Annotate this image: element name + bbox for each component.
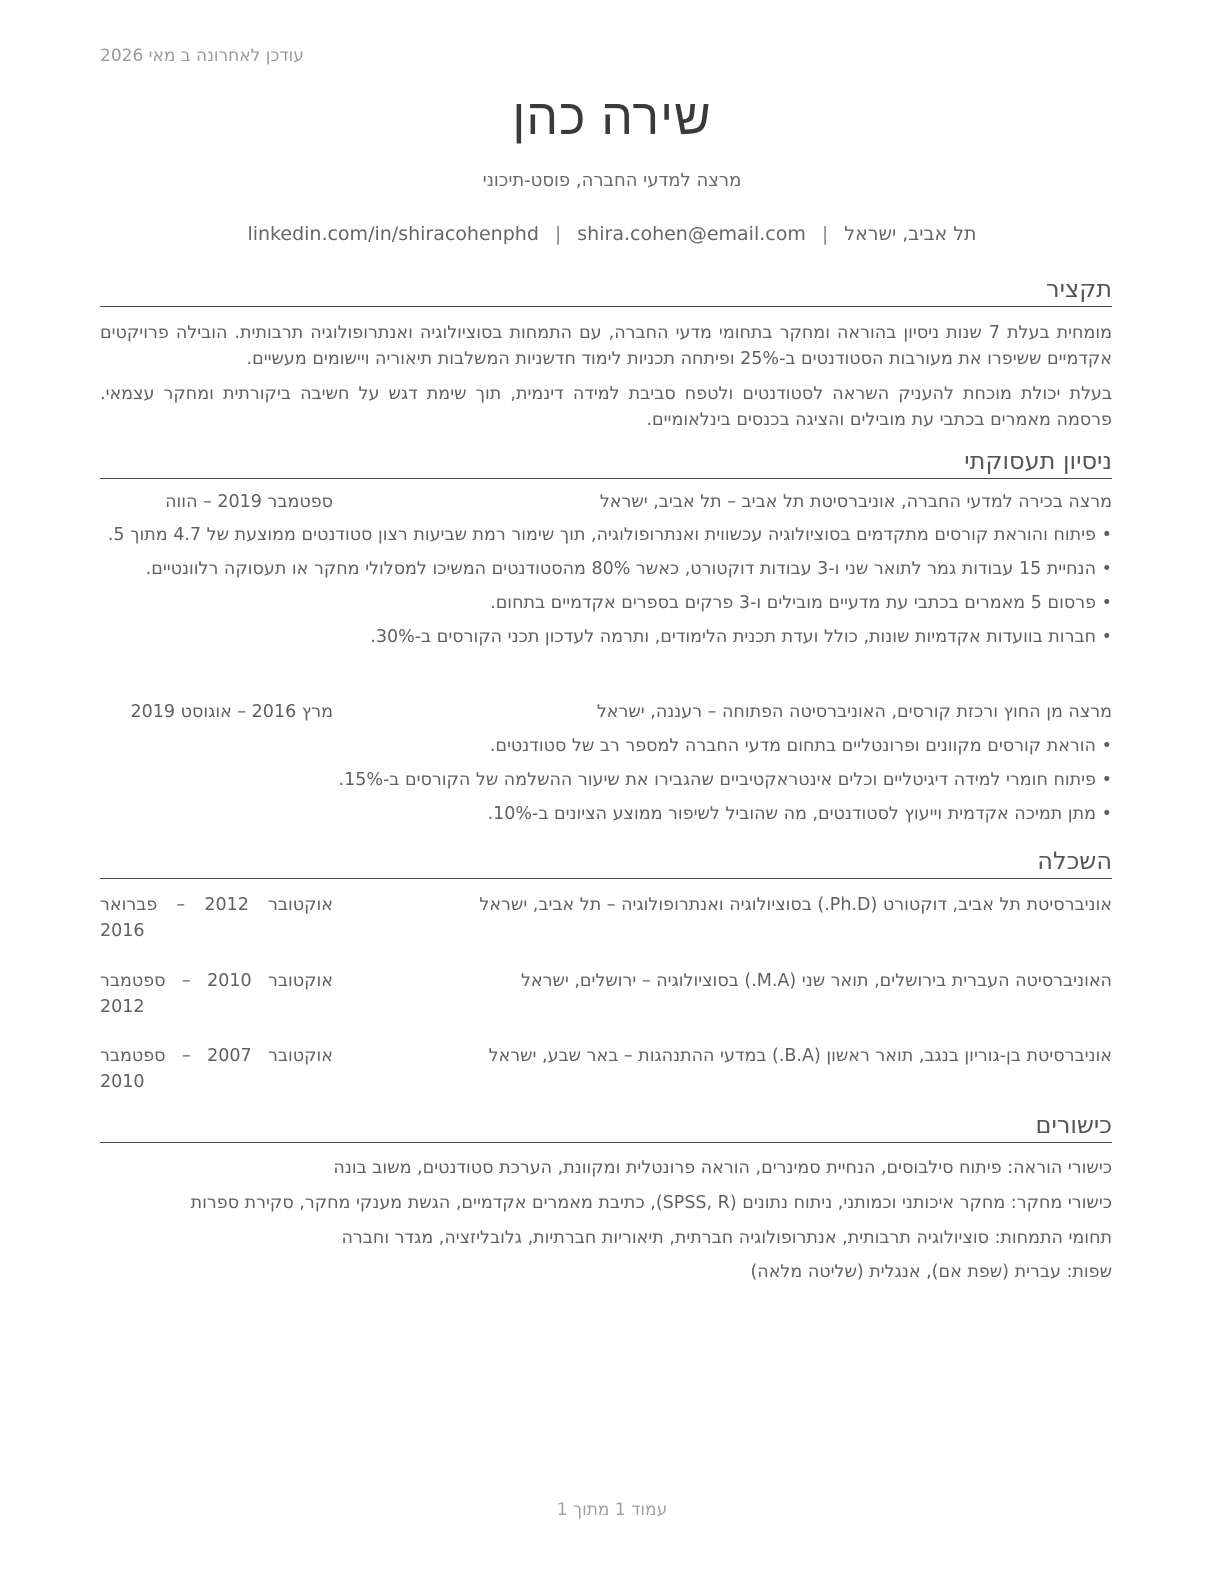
section-title-experience: ניסיון תעסוקתי <box>100 446 1112 479</box>
contact-separator: | <box>821 223 829 245</box>
summary-paragraph: בעלת יכולת מוכחת להעניק השראה לסטודנטים ולטפח סביבת למידה דינמית, תוך שימת דגש על חשיבה ביקורתית ומחקר עצמאי. פרסמה מאמרים בכתבי עת מובילים והציגה בכנסים בינלאומיים. <box>100 384 1112 430</box>
job-title: מרצה מן החוץ ורכזת קורסים, האוניברסיטה הפתוחה – רעננה, ישראל <box>596 702 1112 722</box>
skill-line: כישורי הוראה: פיתוח סילבוסים, הנחיית סמינרים, הוראה פרונטלית ומקוונת, הערכת סטודנטים, משוב בונה <box>333 1158 1112 1178</box>
education-dates: אוקטובר 2010 – ספטמבר 2012 <box>100 971 333 1017</box>
job-bullet: • פיתוח והוראת קורסים מתקדמים בסוציולוגיה עכשווית ואנתרופולוגיה, תוך שימור רמת שביעות רצון סטודנטים ממוצעת של 4.7 מתוך 5. <box>100 522 1112 548</box>
page-number: עמוד 1 מתוך 1 <box>556 1500 668 1520</box>
last-updated: עודכן לאחרונה ב מאי 2026 <box>100 46 304 66</box>
contact-location: תל אביב, ישראל <box>844 223 977 245</box>
education-item <box>100 1043 1112 1099</box>
job-title: מרצה בכירה למדעי החברה, אוניברסיטת תל אביב – תל אביב, ישראל <box>599 492 1112 512</box>
education-item <box>100 968 1112 1024</box>
education-dates: אוקטובר 2012 – פברואר 2016 <box>100 895 333 941</box>
person-role: מרצה למדעי החברה, פוסט-תיכוני <box>482 170 742 191</box>
education-title: האוניברסיטה העברית בירושלים, תואר שני (M.A.) בסוציולוגיה – ירושלים, ישראל <box>520 971 1112 991</box>
job-bullet: • הוראת קורסים מקוונים ופרונטליים בתחום מדעי החברה למספר רב של סטודנטים. <box>100 733 1112 759</box>
section-title-education: השכלה <box>100 846 1112 879</box>
job-header <box>100 702 1112 728</box>
job-dates: מרץ 2016 – אוגוסט 2019 <box>130 702 333 722</box>
job-bullet: • מתן תמיכה אקדמית וייעוץ לסטודנטים, מה שהוביל לשיפור ממוצע הציונים ב-10%. <box>100 801 1112 827</box>
job-dates: ספטמבר 2019 – הווה <box>165 492 333 512</box>
section-title-summary: תקציר <box>100 274 1112 307</box>
contact-email[interactable]: shira.cohen@email.com <box>577 223 806 245</box>
person-name: שירה כהן <box>512 89 712 145</box>
education-dates: אוקטובר 2007 – ספטמבר 2010 <box>100 1046 333 1092</box>
job-bullets <box>100 733 1112 835</box>
job-header <box>100 492 1112 518</box>
contact-separator: | <box>554 223 562 245</box>
education-title: אוניברסיטת בן-גוריון בנגב, תואר ראשון (B.A.) במדעי ההתנהגות – באר שבע, ישראל <box>488 1046 1112 1066</box>
summary-paragraph: מומחית בעלת 7 שנות ניסיון בהוראה ומחקר בתחומי מדעי החברה, עם התמחות בסוציולוגיה ואנתרופולוגיה תרבותית. הובילה פרויקטים אקדמיים ששיפרו את מעורבות הסטודנטים ב-25% ופיתחה תכניות לימוד חדשניות המשלבות תיאוריה ויישומים מעשיים. <box>100 323 1112 369</box>
skill-line: שפות: עברית (שפת אם), אנגלית (שליטה מלאה) <box>750 1262 1112 1282</box>
contact-linkedin[interactable]: linkedin.com/in/shiracohenphd <box>247 223 539 245</box>
skill-line: תחומי התמחות: סוציולוגיה תרבותית, אנתרופולוגיה חברתית, תיאוריות חברתיות, גלובליזציה, מגדר וחברה <box>341 1228 1112 1248</box>
job-bullets <box>100 522 1112 658</box>
job-bullet: • פיתוח חומרי למידה דיגיטליים וכלים אינטראקטיביים שהגבירו את שיעור ההשלמה של הקורסים ב-15%. <box>100 767 1112 793</box>
contact-line <box>0 223 1224 245</box>
section-title-skills: כישורים <box>100 1110 1112 1143</box>
job-bullet: • הנחיית 15 עבודות גמר לתואר שני ו-3 עבודות דוקטורט, כאשר 80% מהסטודנטים המשיכו למסלולי מחקר או תעסוקה רלוונטיים. <box>100 556 1112 582</box>
education-item <box>100 892 1112 948</box>
skill-line: כישורי מחקר: מחקר איכותני וכמותני, ניתוח נתונים (SPSS, R), כתיבת מאמרים אקדמיים, הגשת מענקי מחקר, סקירת ספרות <box>190 1193 1112 1213</box>
job-bullet: • פרסום 5 מאמרים בכתבי עת מדעיים מובילים ו-3 פרקים בספרים אקדמיים בתחום. <box>100 590 1112 616</box>
education-title: אוניברסיטת תל אביב, דוקטורט (Ph.D.) בסוציולוגיה ואנתרופולוגיה – תל אביב, ישראל <box>479 895 1112 915</box>
job-bullet: • חברות בוועדות אקדמיות שונות, כולל ועדת תכנית הלימודים, ותרמה לעדכון תכני הקורסים ב-30%. <box>100 624 1112 650</box>
